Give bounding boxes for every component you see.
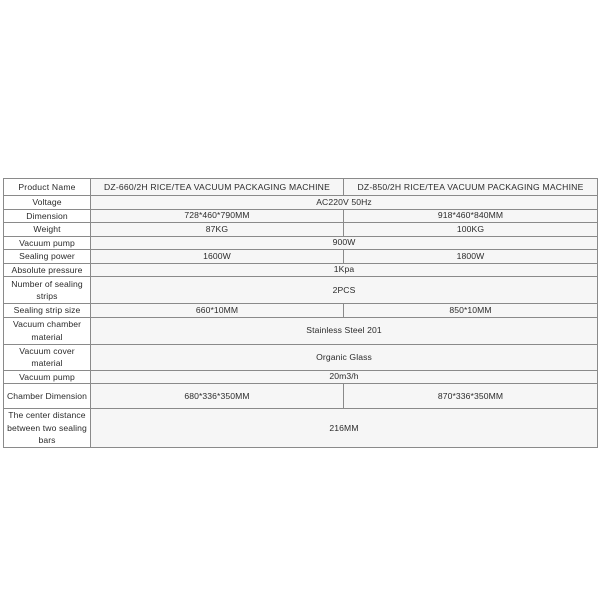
row-label: Dimension xyxy=(4,209,91,223)
row-label: Vacuum pump xyxy=(4,370,91,384)
table-row xyxy=(4,409,598,448)
header-model-b: DZ-850/2H RICE/TEA VACUUM PACKAGING MACHINE xyxy=(344,179,598,196)
row-label: Sealing strip size xyxy=(4,304,91,318)
row-value-b: 870*336*350MM xyxy=(344,384,598,409)
row-value-b: 918*460*840MM xyxy=(344,209,598,223)
row-label: Sealing power xyxy=(4,250,91,264)
row-value-shared: 20m3/h xyxy=(91,370,598,384)
header-model-a: DZ-660/2H RICE/TEA VACUUM PACKAGING MACHINE xyxy=(91,179,344,196)
row-value-b: 850*10MM xyxy=(344,304,598,318)
table-row xyxy=(4,277,598,304)
row-value-shared: 216MM xyxy=(91,409,598,448)
row-value-a: 728*460*790MM xyxy=(91,209,344,223)
row-value-shared: Organic Glass xyxy=(91,344,598,370)
row-value-shared: 2PCS xyxy=(91,277,598,304)
table-row xyxy=(4,317,598,344)
row-value-a: 680*336*350MM xyxy=(91,384,344,409)
row-value-a: 660*10MM xyxy=(91,304,344,318)
row-value-shared: Stainless Steel 201 xyxy=(91,317,598,344)
spec-table xyxy=(3,178,598,448)
table-row xyxy=(4,263,598,277)
row-label: The center distance between two sealing bars xyxy=(4,409,91,448)
table-row xyxy=(4,250,598,264)
table-row xyxy=(4,223,598,237)
table-row xyxy=(4,344,598,370)
row-label: Vacuum pump xyxy=(4,236,91,250)
table-row xyxy=(4,236,598,250)
header-product-name: Product Name xyxy=(4,179,91,196)
table-row xyxy=(4,304,598,318)
table-row xyxy=(4,370,598,384)
row-value-shared: 1Kpa xyxy=(91,263,598,277)
table-row xyxy=(4,384,598,409)
table-header-row xyxy=(4,179,598,196)
row-label: Weight xyxy=(4,223,91,237)
row-value-shared: 900W xyxy=(91,236,598,250)
row-label: Number of sealing strips xyxy=(4,277,91,304)
row-label: Vacuum cover material xyxy=(4,344,91,370)
spec-sheet xyxy=(3,178,597,448)
table-row xyxy=(4,209,598,223)
row-value-b: 100KG xyxy=(344,223,598,237)
row-label: Vacuum chamber material xyxy=(4,317,91,344)
row-label: Absolute pressure xyxy=(4,263,91,277)
row-label: Chamber Dimension xyxy=(4,384,91,409)
row-value-a: 1600W xyxy=(91,250,344,264)
row-value-b: 1800W xyxy=(344,250,598,264)
row-value-a: 87KG xyxy=(91,223,344,237)
row-label: Voltage xyxy=(4,196,91,210)
table-row xyxy=(4,196,598,210)
row-value-shared: AC220V 50Hz xyxy=(91,196,598,210)
